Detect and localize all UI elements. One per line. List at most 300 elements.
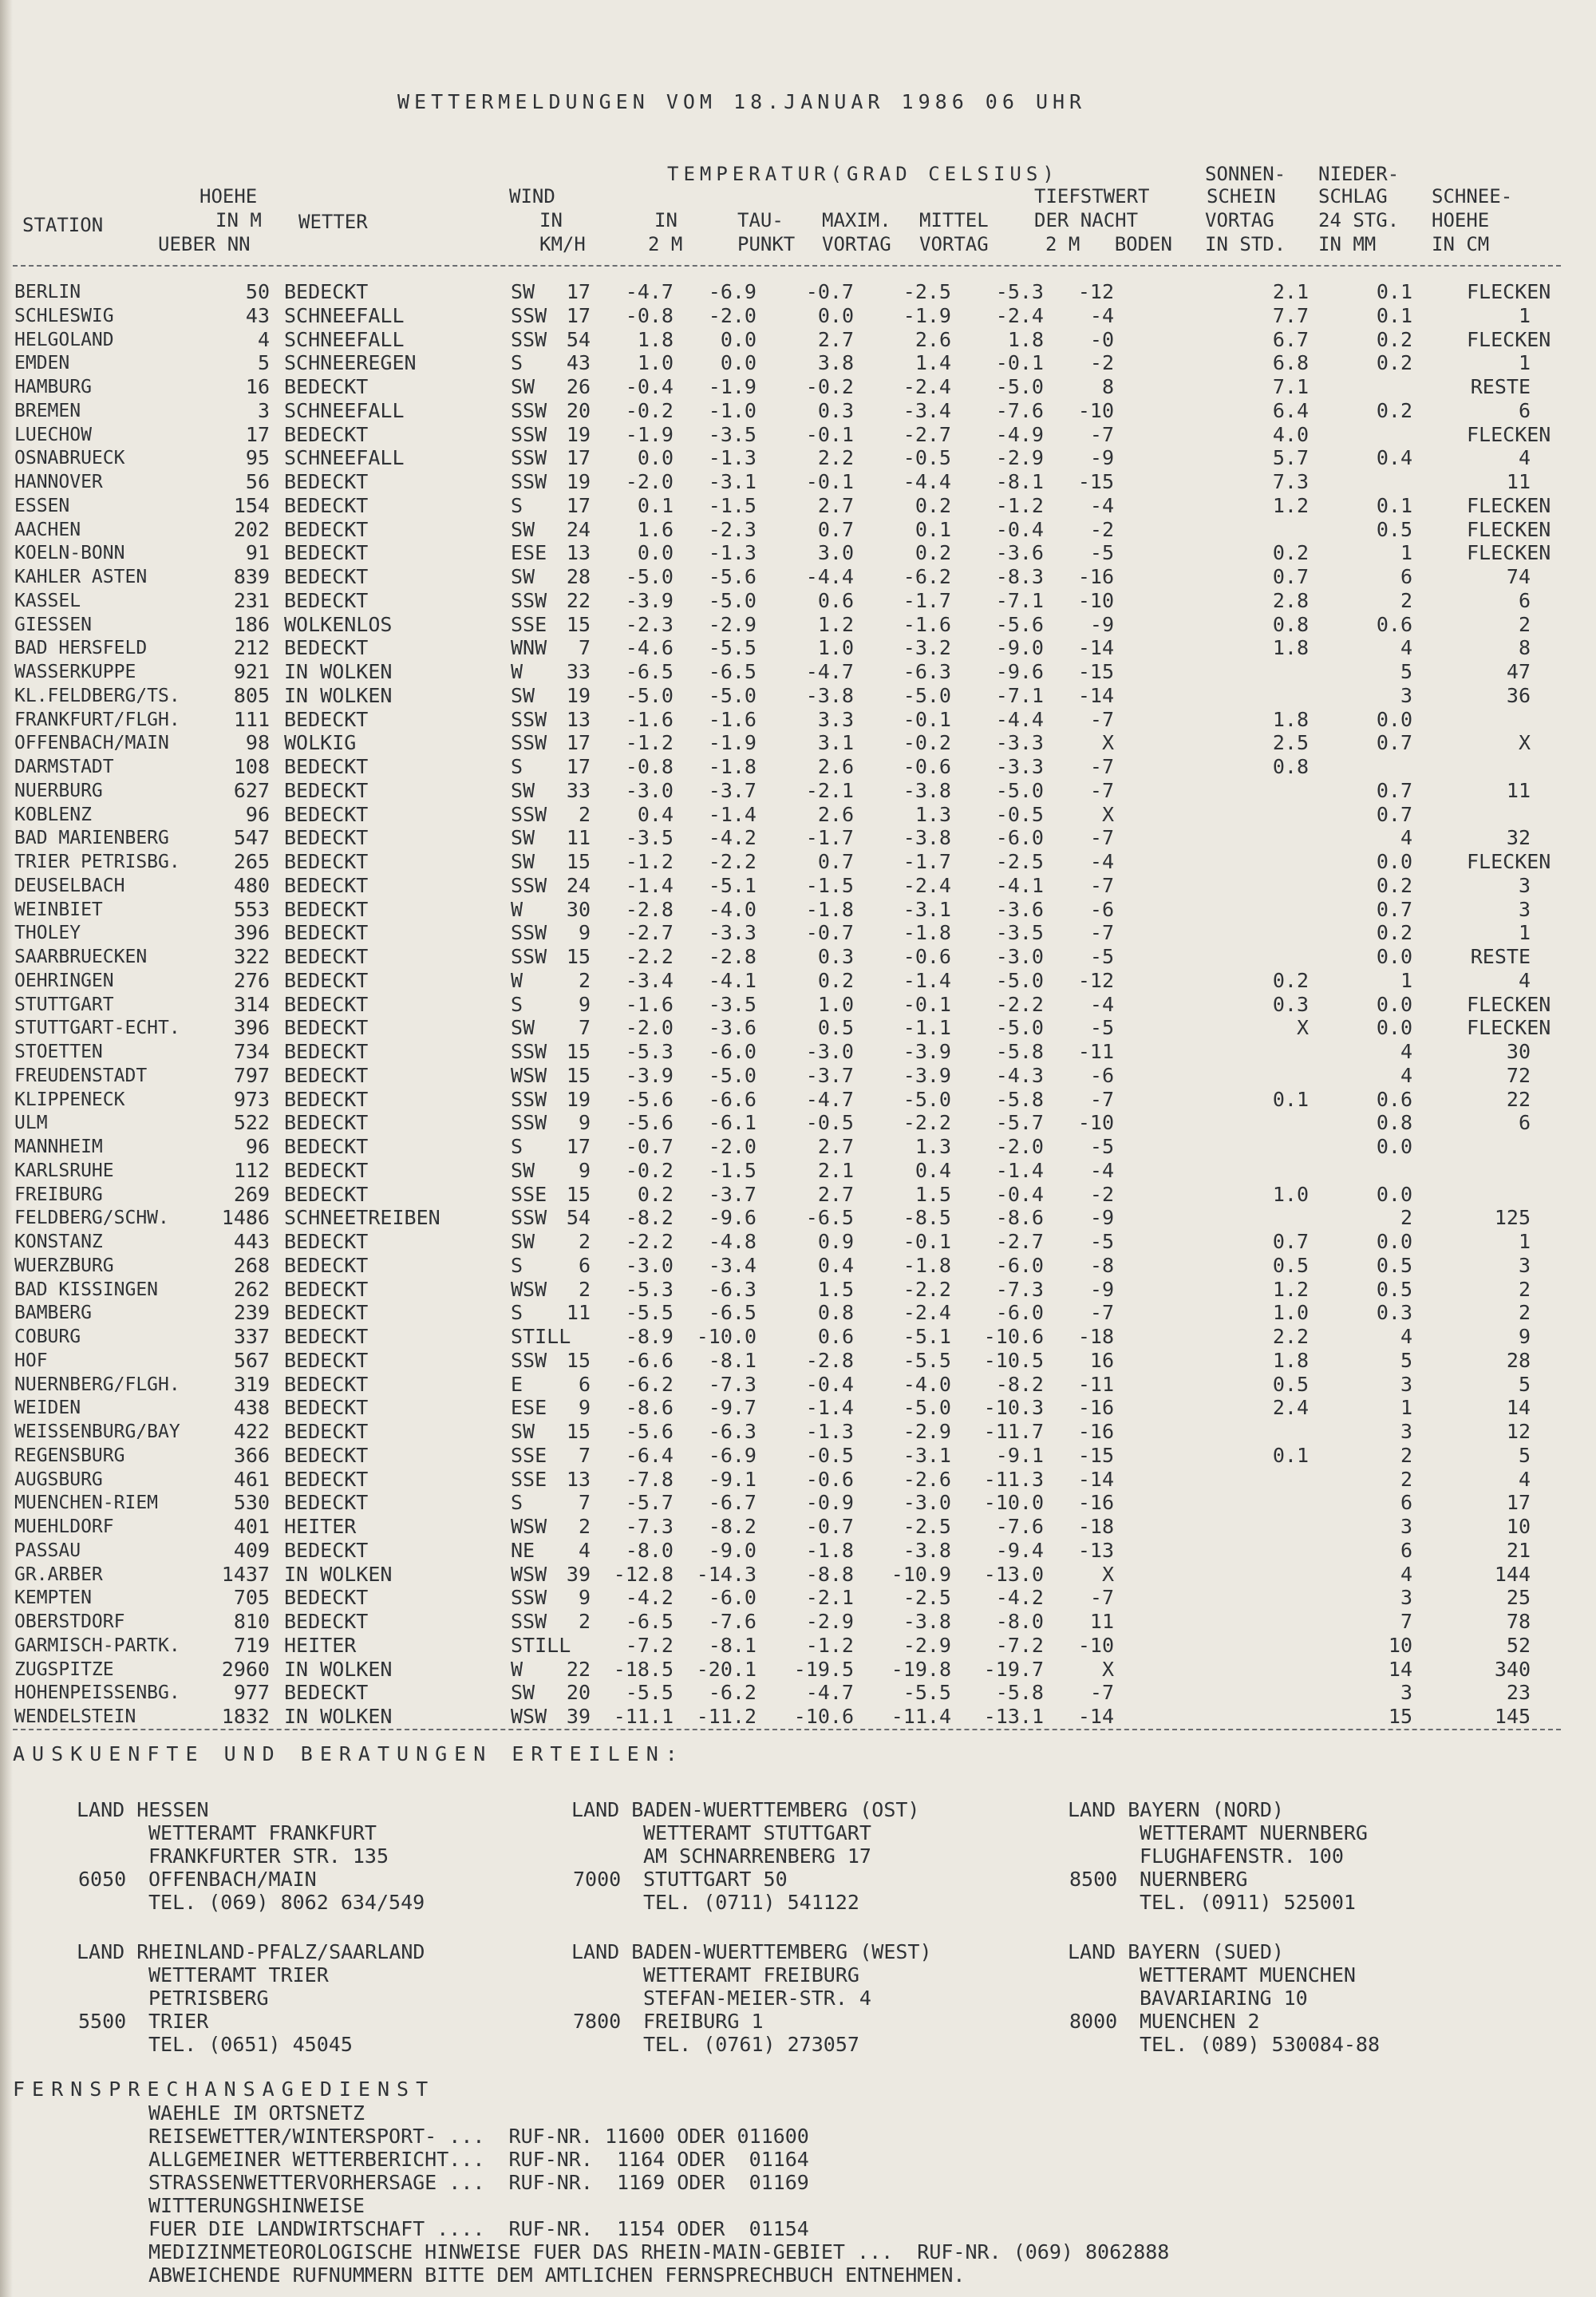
cell-tief-boden: -5	[1089, 945, 1114, 968]
cell-mittel-vortag: -1.6	[903, 612, 951, 636]
cell-max-vortag: 0.3	[817, 398, 854, 422]
cell-tief-boden: -7	[1089, 1301, 1114, 1325]
cell-schnee: 144	[1494, 1562, 1531, 1586]
cell-wind-speed: 17	[566, 731, 591, 755]
cell-tief-2m: -1.4	[995, 1158, 1044, 1182]
contact-region: LAND BADEN-WUERTTEMBERG (OST)	[571, 1798, 920, 1821]
cell-max-vortag: 2.2	[817, 446, 854, 470]
cell-temp-2m: -1.4	[625, 873, 674, 897]
cell-station: STUTTGART	[14, 994, 114, 1015]
contact-line: FLUGHAFENSTR. 100	[1140, 1844, 1344, 1868]
cell-hoehe: 276	[233, 968, 270, 992]
cell-max-vortag: -6.5	[805, 1206, 854, 1230]
cell-mittel-vortag: -2.9	[903, 1420, 951, 1443]
cell-temp-2m: -1.9	[625, 422, 674, 446]
phone-service-line: FUER DIE LANDWIRTSCHAFT .... RUF-NR. 1154 ODER 01154	[148, 2217, 809, 2240]
cell-mittel-vortag: -4.0	[903, 1372, 951, 1396]
cell-tief-2m: -9.1	[995, 1443, 1044, 1467]
cell-tief-2m: 1.8	[1007, 327, 1044, 351]
cell-nieder: 3	[1400, 1681, 1412, 1705]
cell-max-vortag: 2.6	[817, 755, 854, 778]
cell-nieder: 3	[1400, 1420, 1412, 1443]
cell-schnee: FLECKEN	[1467, 517, 1551, 541]
table-row	[0, 1089, 1596, 1113]
cell-schnee: 4	[1518, 446, 1531, 470]
cell-hoehe: 268	[233, 1253, 270, 1277]
cell-max-vortag: -4.7	[805, 1681, 854, 1705]
cell-max-vortag: 1.0	[817, 636, 854, 660]
cell-nieder: 2	[1400, 588, 1412, 612]
cell-station: BAMBERG	[14, 1303, 92, 1324]
cell-tief-2m: -10.0	[983, 1491, 1044, 1515]
cell-taupunkt: -5.0	[708, 1063, 757, 1087]
cell-max-vortag: 0.6	[817, 588, 854, 612]
cell-tief-2m: -4.2	[995, 1586, 1044, 1610]
cell-temp-2m: -1.2	[625, 731, 674, 755]
cell-tief-2m: -10.6	[983, 1325, 1044, 1348]
header-nieder: NIEDER-	[1318, 163, 1400, 185]
cell-sonne: 2.1	[1272, 280, 1309, 303]
contact-line: MUENCHEN 2	[1140, 2010, 1260, 2033]
cell-mittel-vortag: 0.1	[915, 517, 951, 541]
cell-temp-2m: -7.8	[625, 1467, 674, 1491]
cell-temp-2m: 1.0	[637, 351, 674, 375]
cell-tief-2m: -8.6	[995, 1206, 1044, 1230]
cell-temp-2m: -4.6	[625, 636, 674, 660]
cell-temp-2m: -2.3	[625, 612, 674, 636]
cell-hoehe: 409	[233, 1538, 270, 1562]
cell-hoehe: 547	[233, 826, 270, 850]
cell-wind-dir: ESE	[511, 1396, 547, 1420]
cell-hoehe: 797	[233, 1063, 270, 1087]
cell-wetter: BEDECKT	[284, 755, 369, 778]
cell-wind-dir: SSE	[511, 612, 547, 636]
cell-station: MUENCHEN-RIEM	[14, 1492, 159, 1514]
cell-hoehe: 921	[233, 660, 270, 683]
cell-schnee: FLECKEN	[1467, 280, 1551, 303]
cell-mittel-vortag: -2.6	[903, 1467, 951, 1491]
cell-tief-2m: -0.4	[995, 1182, 1044, 1206]
table-row	[0, 1540, 1596, 1564]
cell-temp-2m: -3.4	[625, 968, 674, 992]
cell-schnee: 5	[1518, 1443, 1531, 1467]
cell-station: KL.FELDBERG/TS.	[14, 685, 180, 706]
cell-max-vortag: 1.2	[817, 612, 854, 636]
cell-station: KONSTANZ	[14, 1232, 103, 1252]
contact-postal-code: 7800	[573, 2010, 622, 2033]
cell-taupunkt: -3.3	[708, 921, 757, 945]
cell-max-vortag: -4.7	[805, 1087, 854, 1111]
cell-mittel-vortag: -6.2	[903, 565, 951, 588]
cell-temp-2m: -3.0	[625, 778, 674, 802]
header-in-m: IN M	[215, 209, 262, 231]
cell-schnee: 3	[1518, 873, 1531, 897]
cell-station: KOBLENZ	[14, 804, 92, 825]
cell-max-vortag: -3.8	[805, 683, 854, 707]
cell-nieder: 0.4	[1376, 446, 1412, 470]
cell-sonne: 2.5	[1272, 731, 1309, 755]
cell-nieder: 5	[1400, 660, 1412, 683]
table-row	[0, 1682, 1596, 1706]
cell-wetter: BEDECKT	[284, 1538, 369, 1562]
cell-wind-speed: 9	[578, 921, 591, 945]
cell-hoehe: 231	[233, 588, 270, 612]
cell-temp-2m: -5.0	[625, 683, 674, 707]
cell-wind-dir: SW	[511, 1420, 535, 1443]
cell-mittel-vortag: -2.4	[903, 873, 951, 897]
cell-schnee: 47	[1506, 660, 1531, 683]
cell-schnee: 6	[1518, 1111, 1531, 1135]
cell-nieder: 0.2	[1376, 327, 1412, 351]
cell-nieder: 2	[1400, 1467, 1412, 1491]
cell-hoehe: 522	[233, 1111, 270, 1135]
cell-mittel-vortag: -5.5	[903, 1681, 951, 1705]
cell-tief-2m: -5.8	[995, 1087, 1044, 1111]
cell-station: KEMPTEN	[14, 1587, 92, 1609]
cell-mittel-vortag: -3.1	[903, 1443, 951, 1467]
cell-schnee: 340	[1494, 1657, 1531, 1681]
cell-station: FREIBURG	[14, 1184, 103, 1205]
cell-max-vortag: -2.1	[805, 1586, 854, 1610]
cell-station: LUECHOW	[14, 424, 92, 445]
cell-wind-speed: 19	[566, 1087, 591, 1111]
cell-temp-2m: -12.8	[613, 1562, 674, 1586]
cell-temp-2m: -0.8	[625, 755, 674, 778]
cell-wind-dir: WSW	[511, 1562, 547, 1586]
cell-mittel-vortag: -3.0	[903, 1491, 951, 1515]
cell-schnee: 6	[1518, 398, 1531, 422]
table-row	[0, 1160, 1596, 1184]
table-row	[0, 329, 1596, 353]
cell-hoehe: 96	[245, 802, 270, 826]
cell-tief-2m: -8.0	[995, 1610, 1044, 1633]
cell-tief-2m: -5.0	[995, 968, 1044, 992]
cell-schnee: FLECKEN	[1467, 327, 1551, 351]
cell-max-vortag: 3.1	[817, 731, 854, 755]
cell-wetter: BEDECKT	[284, 992, 369, 1016]
cell-taupunkt: -6.9	[708, 280, 757, 303]
phone-service-heading: FERNSPRECHANSAGEDIENST	[13, 2078, 436, 2101]
table-row	[0, 922, 1596, 946]
cell-tief-boden: -5	[1089, 1230, 1114, 1253]
cell-taupunkt: -1.9	[708, 731, 757, 755]
cell-mittel-vortag: -1.7	[903, 588, 951, 612]
cell-station: SAARBRUECKEN	[14, 947, 148, 967]
cell-taupunkt: -8.2	[708, 1515, 757, 1538]
cell-taupunkt: -2.0	[708, 1135, 757, 1158]
cell-wind-speed: 4	[578, 1538, 591, 1562]
cell-nieder: 0.6	[1376, 1087, 1412, 1111]
cell-hoehe: 5	[257, 351, 270, 375]
cell-temp-2m: -5.6	[625, 1087, 674, 1111]
cell-max-vortag: 3.3	[817, 707, 854, 731]
cell-nieder: 2	[1400, 1206, 1412, 1230]
cell-max-vortag: 2.7	[817, 327, 854, 351]
cell-station: PASSAU	[14, 1540, 81, 1561]
header-schein: SCHEIN	[1207, 185, 1276, 208]
cell-mittel-vortag: -3.9	[903, 1063, 951, 1087]
cell-nieder: 5	[1400, 1348, 1412, 1372]
cell-tief-2m: -5.0	[995, 375, 1044, 398]
table-row	[0, 376, 1596, 400]
cell-station: BREMEN	[14, 400, 81, 421]
cell-schnee: 14	[1506, 1396, 1531, 1420]
cell-tief-boden: -12	[1077, 968, 1114, 992]
contact-line: TEL. (069) 8062 634/549	[148, 1891, 425, 1914]
cell-hoehe: 322	[233, 945, 270, 968]
cell-temp-2m: -1.6	[625, 707, 674, 731]
cell-wind-dir: SSW	[511, 945, 547, 968]
cell-schnee: 23	[1506, 1681, 1531, 1705]
cell-nieder: 15	[1388, 1705, 1412, 1728]
cell-taupunkt: -1.5	[708, 1158, 757, 1182]
cell-wetter: BEDECKT	[284, 1087, 369, 1111]
cell-nieder: 14	[1388, 1657, 1412, 1681]
cell-mittel-vortag: -2.2	[903, 1111, 951, 1135]
table-row	[0, 1659, 1596, 1682]
cell-wind-speed: 13	[566, 541, 591, 565]
cell-hoehe: 111	[233, 707, 270, 731]
cell-wind-dir: SW	[511, 850, 535, 873]
cell-tief-2m: -4.9	[995, 422, 1044, 446]
header-punkt: PUNKT	[737, 233, 796, 255]
cell-hoehe: 56	[245, 470, 270, 493]
cell-schnee: 8	[1518, 636, 1531, 660]
cell-tief-boden: -4	[1089, 850, 1114, 873]
cell-tief-boden: -7	[1089, 1681, 1114, 1705]
cell-taupunkt: -10.0	[696, 1325, 757, 1348]
cell-tief-2m: -2.5	[995, 850, 1044, 873]
cell-max-vortag: -0.9	[805, 1491, 854, 1515]
cell-mittel-vortag: 0.4	[915, 1158, 951, 1182]
cell-taupunkt: -8.1	[708, 1633, 757, 1657]
cell-mittel-vortag: -0.1	[903, 1230, 951, 1253]
contact-region: LAND BADEN-WUERTTEMBERG (WEST)	[571, 1940, 932, 1963]
cell-tief-2m: -5.0	[995, 1016, 1044, 1040]
cell-station: AUGSBURG	[14, 1469, 103, 1490]
cell-nieder: 6	[1400, 1491, 1412, 1515]
cell-station: COBURG	[14, 1326, 81, 1347]
cell-wind-speed: 2	[578, 1230, 591, 1253]
cell-max-vortag: -4.7	[805, 660, 854, 683]
cell-hoehe: 262	[233, 1277, 270, 1301]
header-vortag-mittel: VORTAG	[919, 233, 989, 255]
cell-taupunkt: -2.9	[708, 612, 757, 636]
cell-wind-dir: SSW	[511, 422, 547, 446]
cell-schnee: 74	[1506, 565, 1531, 588]
cell-nieder: 2	[1400, 1443, 1412, 1467]
cell-wind-dir: SSW	[511, 588, 547, 612]
cell-temp-2m: 0.2	[637, 1182, 674, 1206]
cell-wetter: BEDECKT	[284, 945, 369, 968]
cell-tief-boden: X	[1101, 1562, 1114, 1586]
cell-nieder: 0.2	[1376, 873, 1412, 897]
cell-temp-2m: -4.2	[625, 1586, 674, 1610]
cell-mittel-vortag: -1.7	[903, 850, 951, 873]
cell-nieder: 0.1	[1376, 280, 1412, 303]
cell-sonne: 0.1	[1272, 1087, 1309, 1111]
cell-tief-boden: -10	[1077, 1633, 1114, 1657]
cell-tief-boden: -14	[1077, 683, 1114, 707]
header-ueber-nn: UEBER NN	[158, 233, 251, 255]
cell-wetter: BEDECKT	[284, 707, 369, 731]
cell-wetter: BEDECKT	[284, 1325, 369, 1348]
cell-wind-dir: SSW	[511, 1348, 547, 1372]
cell-station: HOF	[14, 1350, 48, 1371]
cell-hoehe: 480	[233, 873, 270, 897]
cell-max-vortag: 0.7	[817, 850, 854, 873]
contact-line: FREIBURG 1	[643, 2010, 764, 2033]
cell-tief-2m: -7.2	[995, 1633, 1044, 1657]
cell-wind-speed: 7	[578, 1016, 591, 1040]
cell-tief-2m: -19.7	[983, 1657, 1044, 1681]
cell-wind-speed: 30	[566, 897, 591, 921]
cell-taupunkt: 0.0	[720, 351, 757, 375]
cell-tief-2m: -3.0	[995, 945, 1044, 968]
cell-hoehe: 91	[245, 541, 270, 565]
cell-wind-speed: 9	[578, 1158, 591, 1182]
cell-tief-boden: -13	[1077, 1538, 1114, 1562]
cell-hoehe: 239	[233, 1301, 270, 1325]
cell-tief-boden: -7	[1089, 422, 1114, 446]
cell-tief-boden: -9	[1089, 612, 1114, 636]
cell-station: HOHENPEISSENBG.	[14, 1682, 180, 1704]
contact-line: TRIER	[148, 2010, 209, 2033]
cell-nieder: 0.2	[1376, 921, 1412, 945]
cell-temp-2m: -7.3	[625, 1515, 674, 1538]
cell-tief-2m: -1.2	[995, 493, 1044, 517]
cell-wind-dir: SW	[511, 1681, 535, 1705]
cell-wind-dir: W	[511, 1657, 523, 1681]
cell-sonne: 0.5	[1272, 1372, 1309, 1396]
cell-station: FREUDENSTADT	[14, 1065, 148, 1086]
table-row	[0, 400, 1596, 424]
cell-schnee: FLECKEN	[1467, 992, 1551, 1016]
table-row	[0, 1279, 1596, 1303]
cell-wetter: BEDECKT	[284, 873, 369, 897]
cell-wind-dir: S	[511, 1135, 523, 1158]
cell-max-vortag: 0.8	[817, 1301, 854, 1325]
cell-schnee: 6	[1518, 588, 1531, 612]
cell-taupunkt: -3.4	[708, 1253, 757, 1277]
table-row	[0, 1397, 1596, 1421]
cell-tief-boden: -4	[1089, 493, 1114, 517]
cell-wind-speed: 19	[566, 683, 591, 707]
cell-hoehe: 314	[233, 992, 270, 1016]
cell-taupunkt: -6.6	[708, 1087, 757, 1111]
cell-hoehe: 422	[233, 1420, 270, 1443]
cell-hoehe: 805	[233, 683, 270, 707]
cell-wind-dir: SSW	[511, 303, 547, 327]
cell-schnee: 32	[1506, 826, 1531, 850]
cell-station: SCHLESWIG	[14, 305, 114, 326]
contact-region: LAND BAYERN (SUED)	[1068, 1940, 1284, 1963]
cell-tief-boden: -2	[1089, 351, 1114, 375]
cell-station: FRANKFURT/FLGH.	[14, 709, 180, 730]
cell-taupunkt: -7.6	[708, 1610, 757, 1633]
contact-line: STUTTGART 50	[643, 1868, 788, 1891]
cell-wind-speed: 6	[578, 1253, 591, 1277]
cell-max-vortag: -3.0	[805, 1040, 854, 1063]
cell-nieder: 0.0	[1376, 945, 1412, 968]
cell-hoehe: 396	[233, 1016, 270, 1040]
cell-hoehe: 96	[245, 1135, 270, 1158]
cell-wetter: BEDECKT	[284, 1111, 369, 1135]
cell-hoehe: 112	[233, 1158, 270, 1182]
header-in: IN	[654, 209, 678, 231]
cell-max-vortag: -1.8	[805, 1538, 854, 1562]
cell-mittel-vortag: -2.4	[903, 1301, 951, 1325]
cell-schnee: FLECKEN	[1467, 493, 1551, 517]
cell-wetter: BEDECKT	[284, 565, 369, 588]
cell-wetter: BEDECKT	[284, 1348, 369, 1372]
cell-tief-boden: -4	[1089, 992, 1114, 1016]
phone-service-line: ABWEICHENDE RUFNUMMERN BITTE DEM AMTLICHEN FERNSPRECHBUCH ENTNEHMEN.	[148, 2263, 966, 2287]
cell-temp-2m: -2.7	[625, 921, 674, 945]
table-row	[0, 1112, 1596, 1136]
table-row	[0, 804, 1596, 828]
cell-wetter: BEDECKT	[284, 1610, 369, 1633]
cell-wetter: SCHNEEFALL	[284, 303, 405, 327]
cell-taupunkt: -1.0	[708, 398, 757, 422]
cell-temp-2m: -6.4	[625, 1443, 674, 1467]
cell-wind-speed: 13	[566, 707, 591, 731]
cell-wind-speed: 15	[566, 1420, 591, 1443]
cell-nieder: 4	[1400, 636, 1412, 660]
cell-tief-boden: -6	[1089, 897, 1114, 921]
cell-temp-2m: -6.6	[625, 1348, 674, 1372]
cell-wind-speed: 54	[566, 1206, 591, 1230]
cell-station: NUERNBERG/FLGH.	[14, 1374, 180, 1395]
cell-wind-speed: 13	[566, 1467, 591, 1491]
cell-nieder: 0.0	[1376, 1230, 1412, 1253]
cell-taupunkt: -4.8	[708, 1230, 757, 1253]
cell-max-vortag: -1.4	[805, 1396, 854, 1420]
cell-wind-dir: SSW	[511, 1111, 547, 1135]
cell-tief-boden: -7	[1089, 1087, 1114, 1111]
cell-temp-2m: -8.6	[625, 1396, 674, 1420]
cell-temp-2m: -5.0	[625, 565, 674, 588]
cell-hoehe: 16	[245, 375, 270, 398]
cell-mittel-vortag: -1.8	[903, 1253, 951, 1277]
cell-sonne: 4.0	[1272, 422, 1309, 446]
cell-tief-boden: -16	[1077, 565, 1114, 588]
cell-tief-boden: -16	[1077, 1396, 1114, 1420]
table-row	[0, 1207, 1596, 1231]
cell-mittel-vortag: 1.3	[915, 802, 951, 826]
cell-wind-dir: SSW	[511, 921, 547, 945]
contact-line: TEL. (0711) 541122	[643, 1891, 859, 1914]
cell-wind-dir: SSW	[511, 873, 547, 897]
cell-wind-speed: 33	[566, 660, 591, 683]
cell-mittel-vortag: -19.8	[891, 1657, 951, 1681]
table-row	[0, 899, 1596, 923]
cell-hoehe: 973	[233, 1087, 270, 1111]
cell-sonne: 7.1	[1272, 375, 1309, 398]
cell-taupunkt: -6.5	[708, 1301, 757, 1325]
cell-wind-dir: STILL	[511, 1633, 571, 1657]
header-wind-in: IN	[539, 209, 563, 231]
cell-mittel-vortag: -2.5	[903, 1515, 951, 1538]
cell-nieder: 0.0	[1376, 707, 1412, 731]
cell-wind-speed: 17	[566, 303, 591, 327]
cell-wind-dir: SSE	[511, 1443, 547, 1467]
cell-wind-dir: WSW	[511, 1515, 547, 1538]
cell-mittel-vortag: 1.5	[915, 1182, 951, 1206]
cell-tief-2m: -6.0	[995, 1301, 1044, 1325]
cell-wind-speed: 7	[578, 636, 591, 660]
cell-hoehe: 17	[245, 422, 270, 446]
